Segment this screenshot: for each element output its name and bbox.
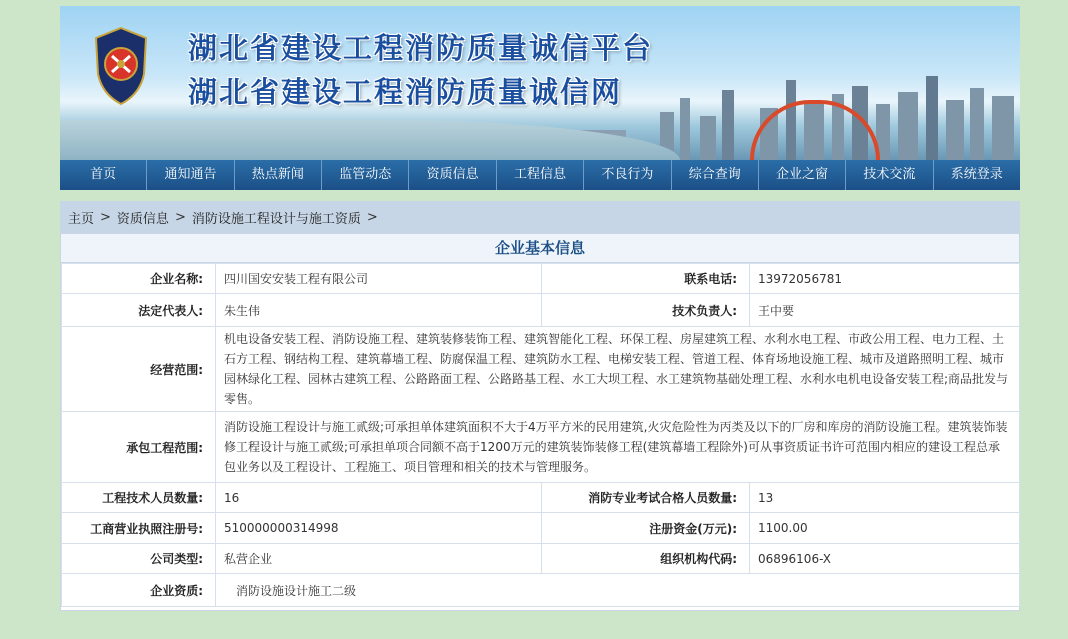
- breadcrumb-qualifications[interactable]: 资质信息: [116, 211, 169, 227]
- license-value: 510000000314998: [216, 513, 542, 544]
- nav-item-bad-conduct[interactable]: 不良行为: [584, 160, 671, 190]
- tech-staff-label: 工程技术人员数量:: [62, 483, 216, 513]
- company-name-label: 企业名称:: [62, 264, 216, 294]
- legal-rep-label: 法定代表人:: [62, 294, 216, 327]
- tech-lead-label: 技术负责人:: [542, 294, 750, 327]
- contract-scope-value: 消防设施工程设计与施工贰级;可承担单体建筑面积不大于4万平方米的民用建筑,火灾危险性为丙类及以下的厂房和库房的消防设施工程。建筑装饰装修工程设计与施工贰级;可承担单项合同额不高于1200万元的建筑装饰装修工程(建筑幕墙工程除外)可从事资质证书许可范围内相应的建设工程总承包业务以及工程设计、工程施工、项目管理和相关的技术与管理服务。: [216, 412, 1020, 483]
- nav-item-notices[interactable]: 通知通告: [147, 160, 234, 190]
- qualified-staff-label: 消防专业考试合格人员数量:: [542, 483, 750, 513]
- qualified-staff-value: 13: [750, 483, 1020, 513]
- capital-label: 注册资金(万元):: [542, 513, 750, 544]
- phone-label: 联系电话:: [542, 264, 750, 294]
- business-scope-label: 经营范围:: [62, 327, 216, 412]
- banner-title-platform: 湖北省建设工程消防质量诚信平台: [188, 31, 654, 65]
- tech-lead-value: 王中要: [750, 294, 1020, 327]
- qualification-value: 消防设施设计施工二级: [216, 574, 1020, 607]
- fire-emblem-logo: [92, 26, 150, 106]
- section-title: 企业基本信息: [61, 234, 1019, 263]
- breadcrumb-separator: >: [174, 209, 186, 225]
- capital-value: 1100.00: [750, 513, 1020, 544]
- nav-item-hot-news[interactable]: 热点新闻: [235, 160, 322, 190]
- qualification-label: 企业资质:: [62, 574, 216, 607]
- breadcrumb-separator: >: [366, 209, 378, 225]
- org-code-value: 06896106-X: [750, 544, 1020, 574]
- table-row: [62, 513, 1020, 544]
- nav-item-enterprise[interactable]: 企业之窗: [759, 160, 846, 190]
- breadcrumb-separator: >: [100, 209, 111, 225]
- org-code-label: 组织机构代码:: [542, 544, 750, 574]
- nav-item-supervision[interactable]: 监管动态: [322, 160, 409, 190]
- main-nav: [60, 160, 1020, 190]
- legal-rep-value: 朱生伟: [216, 294, 542, 327]
- contract-scope-label: 承包工程范围:: [62, 412, 216, 483]
- company-type-label: 公司类型:: [62, 544, 216, 574]
- table-row: [62, 483, 1020, 513]
- nav-item-tech-exchange[interactable]: 技术交流: [846, 160, 933, 190]
- table-row: [62, 544, 1020, 574]
- table-row: [62, 327, 1020, 412]
- banner-title-network: 湖北省建设工程消防质量诚信网: [188, 75, 623, 109]
- phone-value: 13972056781: [750, 264, 1020, 294]
- license-label: 工商营业执照注册号:: [62, 513, 216, 544]
- breadcrumb-home[interactable]: 主页: [68, 211, 95, 227]
- nav-item-qualifications[interactable]: 资质信息: [409, 160, 496, 190]
- breadcrumb: [60, 201, 1020, 233]
- company-name-value: 四川国安安装工程有限公司: [216, 264, 542, 294]
- nav-item-home[interactable]: 首页: [60, 160, 147, 190]
- tech-staff-value: 16: [216, 483, 542, 513]
- table-row: [62, 412, 1020, 483]
- table-row: [62, 264, 1020, 294]
- company-type-value: 私营企业: [216, 544, 542, 574]
- nav-item-search[interactable]: 综合查询: [672, 160, 759, 190]
- company-info-panel: [60, 233, 1020, 611]
- nav-item-projects[interactable]: 工程信息: [497, 160, 584, 190]
- table-row: [62, 294, 1020, 327]
- site-banner: [60, 6, 1020, 160]
- nav-item-login[interactable]: 系统登录: [950, 167, 1003, 182]
- business-scope-value: 机电设备安装工程、消防设施工程、建筑装修装饰工程、建筑智能化工程、环保工程、房屋建筑工程、水利水电工程、市政公用工程、电力工程、土石方工程、钢结构工程、建筑幕墙工程、防腐保温工程、建筑防水工程、电梯安装工程、管道工程、体育场地设施工程、城市及道路照明工程、城市园林绿化工程、园林古建筑工程、公路路面工程、公路路基工程、水工大坝工程、水工建筑物基础处理工程、水利水电机电设备安装工程;商品批发与零售。: [216, 327, 1020, 412]
- breadcrumb-current[interactable]: 消防设施工程设计与施工资质: [191, 211, 361, 227]
- page-container: [60, 0, 1020, 639]
- company-info-table: [61, 263, 1020, 607]
- table-row: [62, 574, 1020, 607]
